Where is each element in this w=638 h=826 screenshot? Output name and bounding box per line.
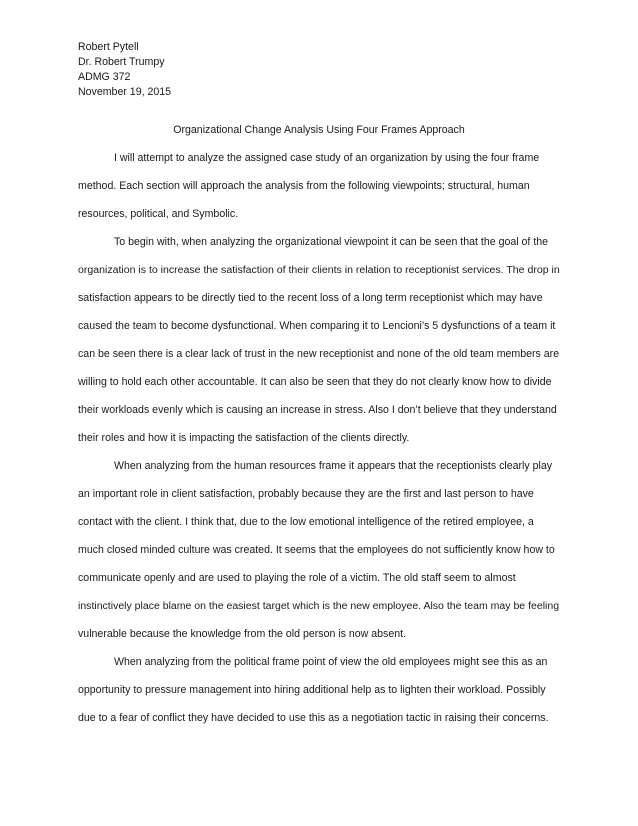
paragraph-line: willing to hold each other accountable. It can also be seen that they do not clearly know how to divide xyxy=(78,376,552,388)
course-code: ADMG 372 xyxy=(78,71,131,83)
paragraph-line: their roles and how it is impacting the satisfaction of the clients directly. xyxy=(78,432,410,444)
paragraph-line: opportunity to pressure management into hiring additional help as to lighten their workload. Possibly xyxy=(78,684,546,696)
page-title: Organizational Change Analysis Using Four Frames Approach xyxy=(173,124,465,136)
paragraph-line: method. Each section will approach the analysis from the following viewpoints; structural, human xyxy=(78,180,530,192)
paragraph-line: their workloads evenly which is causing an increase in stress. Also I don’t believe that they understand xyxy=(78,404,557,416)
paragraph-line: much closed minded culture was created. It seems that the employees do not sufficiently know how to xyxy=(78,544,555,556)
header-block xyxy=(78,40,171,100)
paragraph-line: resources, political, and Symbolic. xyxy=(78,208,239,220)
paragraph-line: When analyzing from the human resources frame it appears that the receptionists clearly play xyxy=(114,460,553,472)
paragraph-line: satisfaction appears to be directly tied to the recent loss of a long term receptionist which may have xyxy=(78,292,543,304)
paragraph-line: organization is to increase the satisfaction of their clients in relation to receptionist services. The drop in xyxy=(78,264,560,276)
paragraph-line: due to a fear of conflict they have decided to use this as a negotiation tactic in raising their concerns. xyxy=(78,712,549,724)
paragraph-line: contact with the client. I think that, due to the low emotional intelligence of the retired employee, a xyxy=(78,516,534,528)
paragraph-line: To begin with, when analyzing the organizational viewpoint it can be seen that the goal of the xyxy=(114,236,549,248)
paragraph-line: communicate openly and are used to playing the role of a victim. The old staff seem to almost xyxy=(78,572,516,584)
paragraph-line: an important role in client satisfaction, probably because they are the first and last person to have xyxy=(78,488,534,500)
date-line: November 19, 2015 xyxy=(78,86,172,98)
paragraph-line: caused the team to become dysfunctional. When comparing it to Lencioni’s 5 dysfunctions of a team it xyxy=(78,320,556,332)
paragraph-line: I will attempt to analyze the assigned case study of an organization by using the four frame xyxy=(114,152,540,164)
paragraph-line: vulnerable because the knowledge from the old person is now absent. xyxy=(78,628,407,640)
paragraph-line: can be seen there is a clear lack of trust in the new receptionist and none of the old team members are xyxy=(78,348,560,360)
paragraph-line: When analyzing from the political frame point of view the old employees might see this as an xyxy=(114,656,548,668)
instructor-name: Dr. Robert Trumpy xyxy=(78,56,165,68)
paragraph-line: instinctively place blame on the easiest target which is the new employee. Also the team may be feeling xyxy=(78,600,560,612)
author-name: Robert Pytell xyxy=(78,41,139,53)
